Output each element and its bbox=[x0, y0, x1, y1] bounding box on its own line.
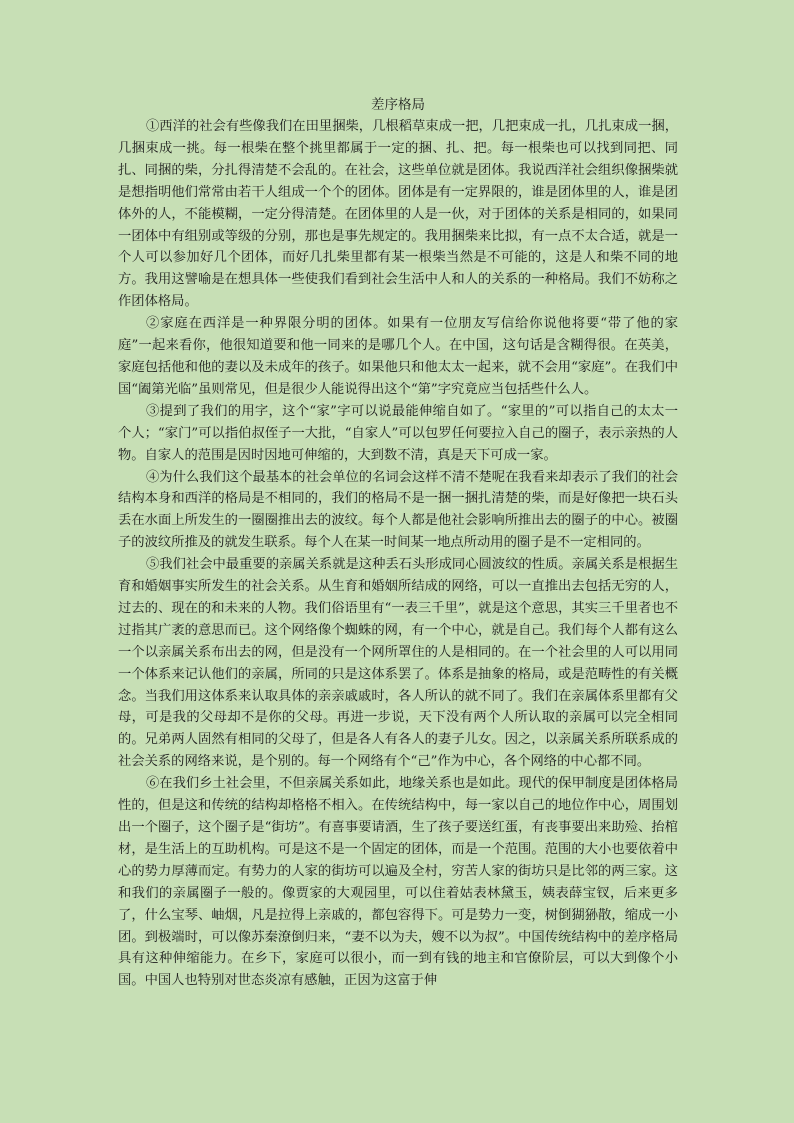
paragraph-6: ⑥在我们乡土社会里，不但亲属关系如此，地缘关系也是如此。现代的保甲制度是团体格局性的，但是这和传统的结构却格格不相入。在传统结构中，每一家以自己的地位作中心，周围划出一个圈子，这个圈子是“街坊”。有喜事要请酒，生了孩子要送红蛋，有丧事要出来助殓、抬棺材，是生活上的互助机构。可是这不是一个固定的团体，而是一个范围。范围的大小也要依着中心的势力厚薄而定。有势力的人家的街坊可以遍及全村，穷苦人家的街坊只是比邻的两三家。这和我们的亲属圈子一般的。像贾家的大观园里，可以住着姑表林黛玉，姨表薛宝钗，后来更多了，什么宝琴、岫烟，凡是拉得上亲戚的，都包容得下。可是势力一变，树倒猢狲散，缩成一小团。到极端时，可以像苏秦潦倒归来，“妻不以为夫，嫂不以为叔”。中国传统结构中的差序格局具有这种伸缩能力。在乡下，家庭可以很小，而一到有钱的地主和官僚阶层，可以大到像个小国。中国人也特别对世态炎凉有感触，正因为这富于伸 bbox=[118, 776, 678, 989]
paragraph-1: ①西洋的社会有些像我们在田里捆柴，几根稻草束成一把，几把束成一扎，几扎束成一捆，几捆束成一挑。每一根柴在整个挑里都属于一定的捆、扎、把。每一根柴也可以找到同把、同扎、同捆的柴，分扎得清楚不会乱的。在社会，这些单位就是团体。我说西洋社会组织像捆柴就是想指明他们常常由若干人组成一个个的团体。团体是有一定界限的，谁是团体里的人，谁是团体外的人，不能模糊，一定分得清楚。在团体里的人是一伙，对于团体的关系是相同的，如果同一团体中有组别或等级的分别，那也是事先规定的。我用捆柴来比拟，有一点不太合适，就是一个人可以参加好几个团体，而好几扎柴里都有某一根柴当然是不可能的，这是人和柴不同的地方。我用这譬喻是在想具体一些使我们看到社会生活中人和人的关系的一种格局。我们不妨称之作团体格局。 bbox=[118, 119, 678, 310]
document-page bbox=[118, 94, 678, 992]
paragraph-2: ②家庭在西洋是一种界限分明的团体。如果有一位朋友写信给你说他将要“带了他的家庭”一起来看你，他很知道要和他一同来的是哪几个人。在中国，这句话是含糊得很。在英美，家庭包括他和他的妻以及未成年的孩子。如果他只和他太太一起来，就不会用“家庭”。在我们中国“阖第光临”虽则常见，但是很少人能说得出这个“第”字究竟应当包括些什么人。 bbox=[118, 316, 678, 397]
paragraph-3: ③提到了我们的用字，这个“家”字可以说最能伸缩自如了。“家里的”可以指自己的太太一个人；“家门”可以指伯叔侄子一大批，“自家人”可以包罗任何要拉入自己的圈子，表示亲热的人物。自家人的范围是因时因地可伸缩的，大到数不清，真是天下可成一家。 bbox=[118, 403, 678, 463]
document-title: 差序格局 bbox=[371, 97, 425, 113]
paragraph-5: ⑤我们社会中最重要的亲属关系就是这种丢石头形成同心圆波纹的性质。亲属关系是根据生育和婚姻事实所发生的社会关系。从生育和婚姻所结成的网络，可以一直推出去包括无穷的人，过去的、现在的和未来的人物。我们俗语里有“一表三千里”，就是这个意思，其实三千里者也不过指其广袤的意思而已。这个网络像个蜘蛛的网，有一个中心，就是自己。我们每个人都有这么一个以亲属关系布出去的网，但是没有一个网所罩住的人是相同的。在一个社会里的人可以用同一个体系来记认他们的亲属，所同的只是这体系罢了。体系是抽象的格局，或是范畴性的有关概念。当我们用这体系来认取具体的亲亲戚戚时，各人所认的就不同了。我们在亲属体系里都有父母，可是我的父母却不是你的父母。再进一步说，天下没有两个人所认取的亲属可以完全相同的。兄弟两人固然有相同的父母了，但是各人有各人的妻子儿女。因之，以亲属关系所联系成的社会关系的网络来说，是个别的。每一个网络有个“己”作为中心，各个网络的中心都不同。 bbox=[118, 557, 678, 770]
paragraph-4: ④为什么我们这个最基本的社会单位的名词会这样不清不楚呢在我看来却表示了我们的社会结构本身和西洋的格局是不相同的，我们的格局不是一捆一捆扎清楚的柴，而是好像把一块石头丢在水面上所发生的一圈圈推出去的波纹。每个人都是他社会影响所推出去的圈子的中心。被圈子的波纹所推及的就发生联系。每个人在某一时间某一地点所动用的圈子是不一定相同的。 bbox=[118, 469, 678, 551]
